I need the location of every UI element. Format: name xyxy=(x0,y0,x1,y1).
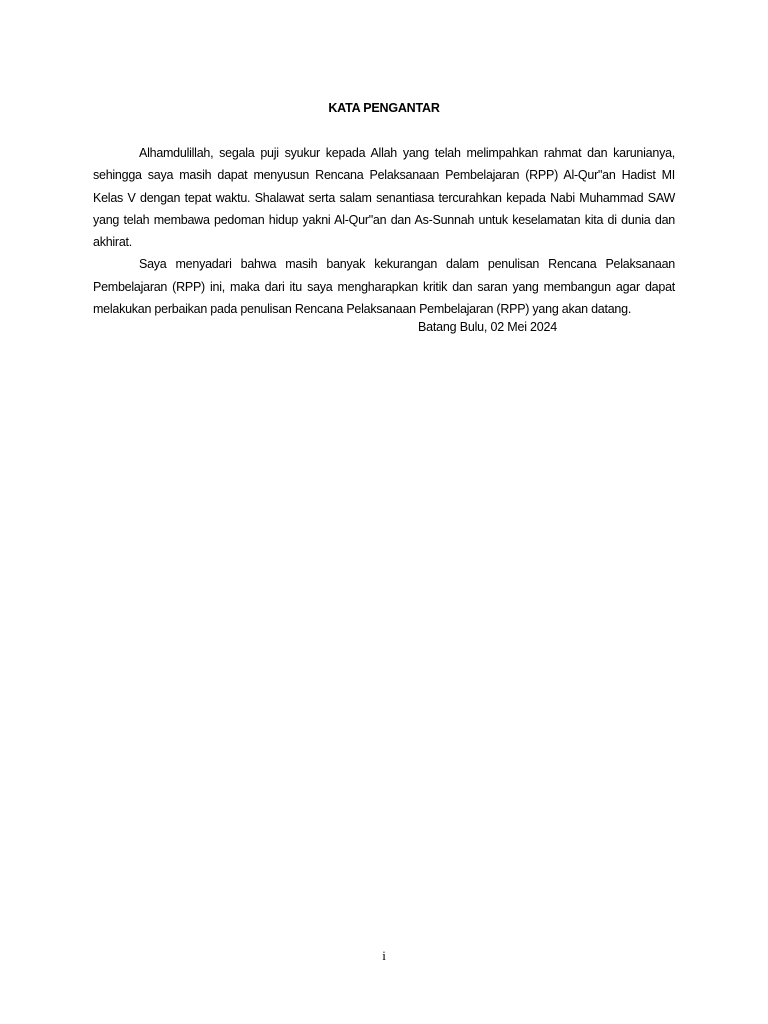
place-date: Batang Bulu, 02 Mei 2024 xyxy=(418,320,558,334)
paragraph-closing: Saya menyadari bahwa masih banyak kekurangan dalam penulisan Rencana Pelaksanaan Pembelajaran (RPP) ini, maka dari itu saya mengharapkan kritik dan saran yang membangun agar dapat melakukan perbaikan pada penulisan Rencana Pelaksanaan Pembelajaran (RPP) yang akan datang. xyxy=(93,257,675,317)
paragraph-opening: Alhamdulillah, segala puji syukur kepada Allah yang telah melimpahkan rahmat dan karunianya, sehingga saya masih dapat menyusun Rencana Pelaksanaan Pembelajaran (RPP) Al-Qur"an Hadist MI Kelas V dengan tepat waktu. Shalawat serta salam senantiasa tercurahkan kepada Nabi Muhammad SAW yang telah membawa pedoman hidup yakni Al-Qur"an dan As-Sunnah untuk keselamatan kita di dunia dan akhirat. xyxy=(93,146,675,250)
document-title: KATA PENGANTAR xyxy=(328,101,440,115)
document-body xyxy=(93,142,675,320)
page-number: i xyxy=(382,948,386,963)
